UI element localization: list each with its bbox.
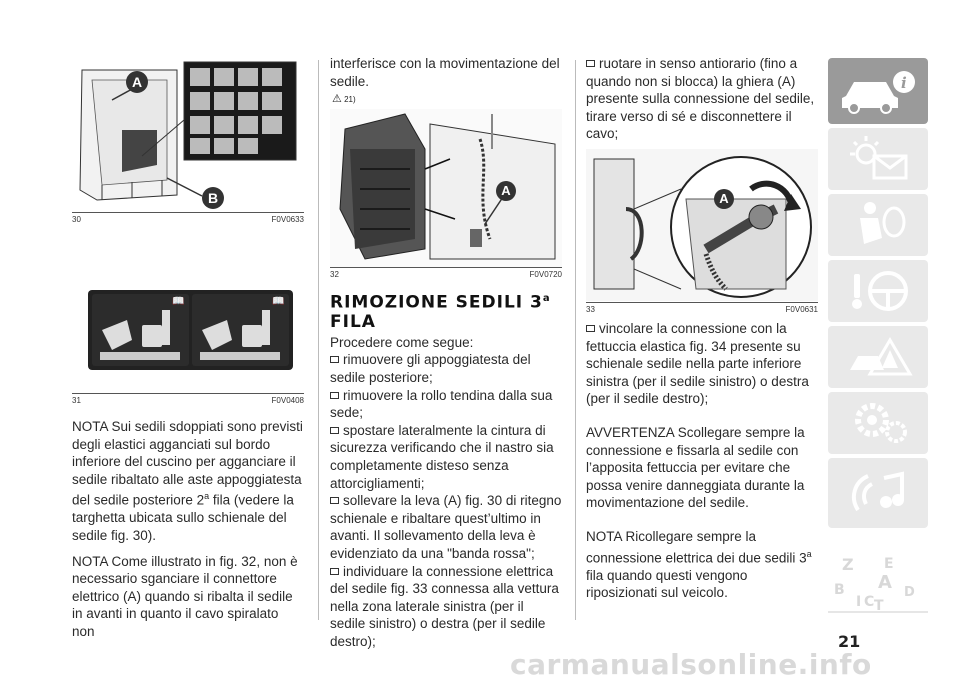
column-divider (318, 60, 319, 620)
figure-code: F0V0631 (785, 304, 818, 314)
sidebar-item-maintenance[interactable] (828, 392, 928, 454)
bullet-icon (330, 427, 339, 434)
text: NOTA Sui sedili sdoppiati sono previsti degli elastici agganciati sul bordo inferiore del cuscino per agganciare il sedile ribaltato alle aste appoggiatesta del sedile posteriore 2 (72, 419, 303, 508)
figure-number: 33 (586, 304, 595, 314)
figure-33 (586, 149, 818, 314)
text: NOTA Ricollegare sempre la connessione elettrica dei due sedili 3 (586, 528, 807, 565)
bullet-icon (330, 356, 339, 363)
maintenance-icon (828, 392, 928, 454)
sidebar-item-index[interactable] (828, 548, 928, 614)
figure-31 (72, 280, 304, 410)
heading-text-2: FILA (330, 311, 376, 332)
intro-paragraph: interferisce con la movimentazione del sedile. (330, 56, 560, 89)
figure-32 (330, 109, 562, 279)
svg-text:C: C (864, 594, 875, 610)
list-item-text: individuare la connessione elettrica del sedile fig. 33 connessa alla vettura nella zona laterale sinistra (per il sedile sinistro) o destra (per il sedile destro); (330, 563, 559, 649)
sidebar-item-emergency[interactable] (828, 326, 928, 388)
list-item-text: spostare lateralmente la cintura di sicurezza verificando che il nastro sia completamente disteso senza attorcigliamenti; (330, 422, 554, 491)
multimedia-icon (828, 458, 928, 528)
figure-33-caption (586, 302, 818, 314)
svg-text:A: A (878, 572, 892, 593)
list-item (586, 55, 818, 143)
figure-31-illustration (72, 280, 304, 390)
svg-text:📖: 📖 (172, 296, 185, 307)
emergency-icon (828, 326, 928, 388)
bullet-icon (330, 392, 339, 399)
sidebar-item-starting-driving[interactable] (828, 260, 928, 322)
column-divider (575, 60, 576, 620)
figure-30-illustration (72, 60, 304, 210)
figure-number: 30 (72, 215, 81, 224)
watermark: carmanualsonline.info (510, 648, 872, 681)
warning-ref-number: 21) (344, 95, 356, 105)
lead-text: Procedere come segue: (330, 334, 474, 350)
figure-33-illustration (586, 149, 818, 301)
note-paragraph-2: NOTA Come illustrato in fig. 32, non è necessario sganciare il connettore elettrico (A) quando si ribalta il sedile in avanti in quanto il cavo spiralato non (72, 553, 298, 640)
svg-text:Z: Z (842, 555, 854, 574)
column-1 (72, 60, 304, 641)
bullet-icon (330, 568, 339, 575)
svg-text:D: D (904, 585, 915, 600)
svg-text:T: T (874, 598, 884, 614)
list-item-text: rimuovere la rollo tendina dalla sua sede; (330, 387, 553, 421)
svg-text:i: i (901, 74, 907, 92)
figure-code: F0V0720 (529, 270, 562, 280)
car-info-icon (828, 58, 928, 124)
starting-driving-icon (828, 260, 928, 322)
svg-text:📖: 📖 (272, 296, 285, 307)
callout-a: A (126, 71, 148, 93)
callout-a: A (714, 189, 734, 209)
svg-text:B: B (834, 582, 845, 598)
figure-number: 32 (330, 270, 339, 280)
note-paragraph (586, 528, 818, 602)
text: fila (vedere la targhetta ubicata sullo schienale del sedile fig. 30). (72, 492, 294, 544)
list-item (330, 563, 562, 651)
section-heading (330, 289, 562, 332)
figure-number: 31 (72, 396, 81, 405)
list-item-text: sollevare la leva (A) fig. 30 di ritegno schienale e ribaltare quest’ultimo in avanti. Il sollevamento della leva è evidenziato da una "banda rossa"; (330, 493, 562, 561)
sidebar-item-multimedia[interactable] (828, 458, 928, 528)
callout-b: B (202, 187, 224, 209)
list-item (586, 320, 818, 408)
heading-text: RIMOZIONE SEDILI 3 (330, 292, 543, 313)
page-number: 21 (838, 632, 861, 651)
list-item (330, 351, 562, 386)
superscript: a (204, 491, 210, 502)
sidebar-item-safety[interactable] (828, 194, 928, 256)
bullet-icon (586, 325, 595, 332)
safety-airbag-icon (828, 194, 928, 256)
warning-reference (332, 92, 562, 105)
superscript: a (806, 548, 812, 559)
figure-code: F0V0633 (271, 215, 304, 224)
note-paragraph-1 (72, 418, 304, 545)
callout-a: A (496, 181, 516, 201)
warning-triangle-icon: ⚠ (332, 93, 342, 106)
sidebar-item-car-info[interactable] (828, 58, 928, 124)
column-2 (330, 55, 562, 651)
svg-text:I: I (856, 594, 862, 610)
list-item (330, 492, 562, 562)
figure-code: F0V0408 (271, 396, 304, 405)
bullet-icon (330, 497, 339, 504)
column-3 (586, 55, 818, 602)
warning-paragraph: AVVERTENZA Scollegare sempre la connessione e fissarla al sedile con l’apposita fettuccia per evitare che possa venire danneggiata durante la movimentazione del sedile. (586, 424, 805, 511)
svg-text:E: E (884, 556, 894, 572)
warning-lights-icon (828, 128, 928, 190)
heading-superscript: a (542, 293, 551, 305)
list-item (330, 422, 562, 492)
list-item-text: ruotare in senso antiorario (fino a quando non si blocca) la ghiera (A) presente sulla connessione del sedile, tirare verso di sé e disconnettere il cavo; (586, 56, 815, 142)
list-item-text: rimuovere gli appoggiatesta del sedile posteriore; (330, 352, 531, 386)
list-item (330, 387, 562, 422)
figure-31-caption (72, 393, 304, 405)
figure-32-illustration (330, 109, 562, 267)
figure-30-caption (72, 212, 304, 224)
index-icon (828, 548, 928, 614)
text: fila quando questi vengono riposizionati sul veicolo. (586, 567, 748, 601)
figure-32-caption (330, 267, 562, 279)
list-item-text: vincolare la connessione con la fettuccia elastica fig. 34 presente su schienale sedile nella parte inferiore sinistra (per il sedile sinistro) o destra (per il sedile destro); (586, 320, 809, 407)
sidebar-item-warning-lights[interactable] (828, 128, 928, 190)
bullet-icon (586, 60, 595, 67)
figure-30 (72, 60, 304, 224)
